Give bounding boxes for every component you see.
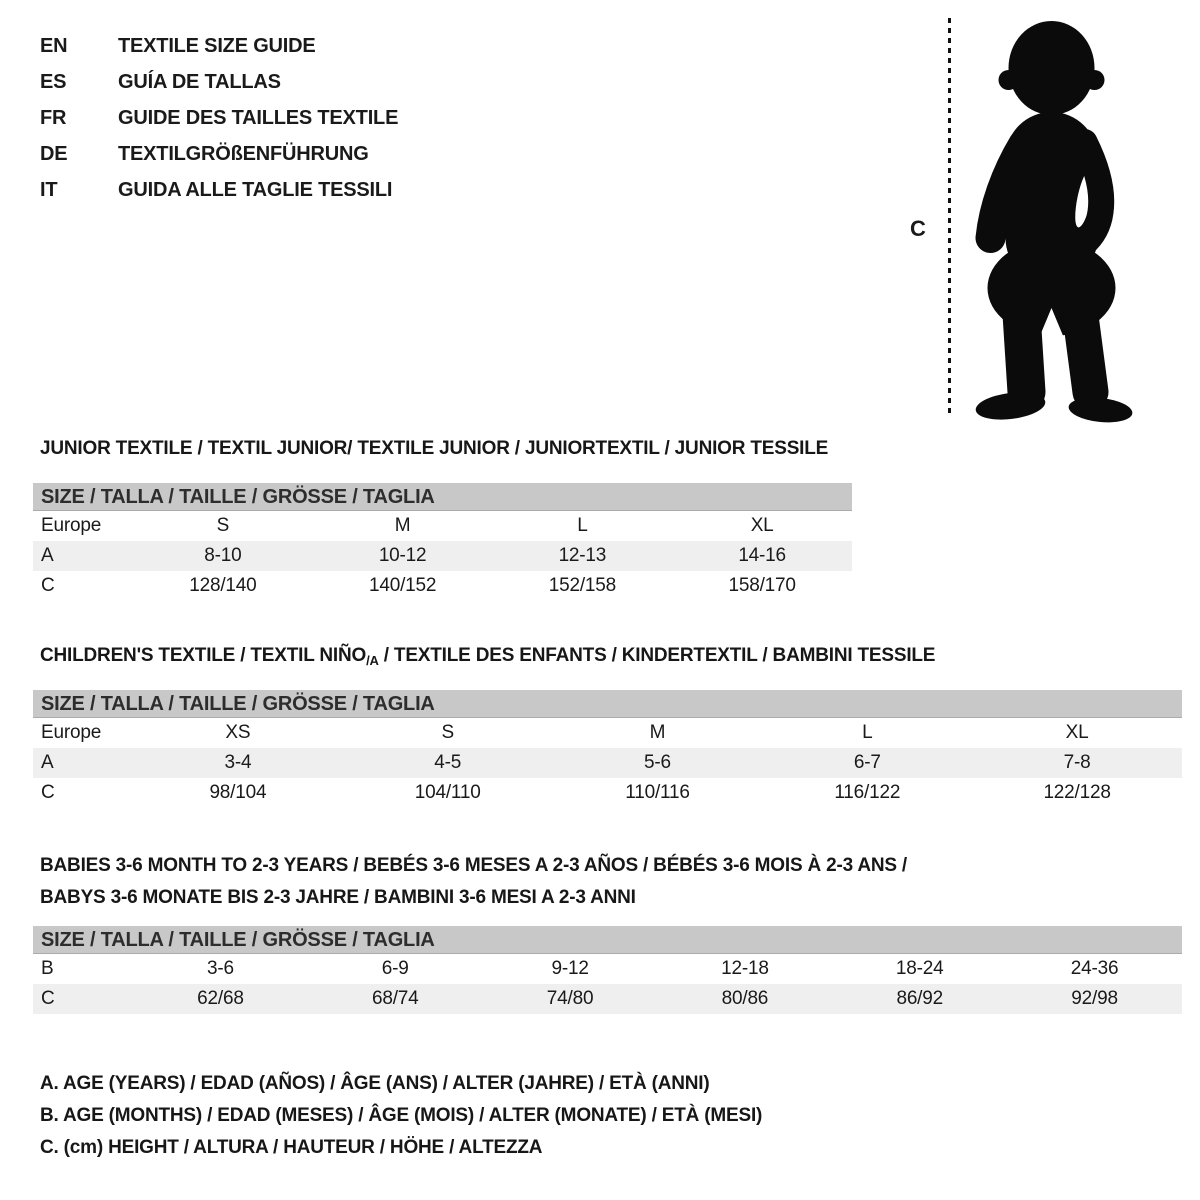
table-cell: 14-16: [738, 545, 786, 566]
table-cell: 24-36: [1070, 958, 1119, 979]
table-cell: 152/158: [548, 575, 617, 596]
height-dotted-line: [948, 18, 951, 415]
row-label: B: [41, 958, 54, 979]
table-row-height: [33, 778, 1182, 808]
row-label: Europe: [41, 515, 102, 536]
table-cell: 6-7: [853, 752, 881, 773]
table-cell: 116/122: [834, 782, 901, 803]
children-title-post: / TEXTILE DES ENFANTS / KINDERTEXTIL / BAMBINI TESSILE: [378, 645, 936, 666]
legend-line-age-months: B. AGE (MONTHS) / EDAD (MESES) / ÂGE (MOIS) / ALTER (MONATE) / ETÀ (MESI): [40, 1105, 763, 1126]
table-cell: 8-10: [204, 545, 242, 566]
row-label: Europe: [41, 722, 102, 743]
table-cell: 6-9: [381, 958, 409, 979]
table-cell: 128/140: [189, 575, 257, 596]
table-cell: L: [862, 722, 873, 743]
baby-silhouette-image: [962, 16, 1140, 426]
table-cell: XL: [750, 515, 774, 536]
table-cell: 140/152: [368, 575, 437, 596]
lang-code: ES: [40, 71, 67, 93]
height-measure-label: C: [910, 216, 926, 241]
lang-code: IT: [40, 179, 58, 201]
size-header-bar: SIZE / TALLA / TAILLE / GRÖSSE / TAGLIA: [33, 690, 1182, 718]
table-row-height: [33, 571, 852, 601]
table-cell: S: [441, 722, 454, 743]
section-title-babies: [40, 850, 907, 914]
babies-title-line-2: BABYS 3-6 MONATE BIS 2-3 JAHRE / BAMBINI 3-6 MESI A 2-3 ANNI: [40, 887, 636, 908]
lang-label: GUÍA DE TALLAS: [118, 71, 281, 93]
table-cell: 158/170: [728, 575, 796, 596]
section-title-children: [40, 645, 935, 668]
table-cell: 3-6: [206, 958, 234, 979]
table-cell: XS: [225, 722, 251, 743]
table-row-europe: [33, 718, 1182, 748]
babies-size-table: [33, 926, 1182, 1014]
lang-row-fr: [40, 100, 398, 136]
row-label: C: [41, 782, 55, 803]
table-cell: 68/74: [371, 988, 419, 1009]
lang-label: TEXTILGRÖßENFÜHRUNG: [118, 143, 369, 165]
lang-label: GUIDE DES TAILLES TEXTILE: [118, 107, 399, 129]
table-cell: M: [649, 722, 666, 743]
table-cell: 122/128: [1043, 782, 1111, 803]
lang-code: DE: [40, 143, 68, 165]
table-cell: 5-6: [644, 752, 671, 773]
lang-row-en: [40, 28, 398, 64]
lang-code: FR: [40, 107, 67, 129]
junior-size-table: [33, 483, 852, 601]
table-cell: S: [216, 515, 230, 536]
table-cell: 4-5: [434, 752, 462, 773]
table-cell: 18-24: [895, 958, 944, 979]
table-cell: 86/92: [896, 988, 943, 1009]
legend: [40, 1068, 762, 1164]
children-title-pre: CHILDREN'S TEXTILE / TEXTIL NIÑO: [40, 645, 367, 666]
height-measure-figure: [905, 12, 1150, 427]
lang-code: EN: [40, 35, 68, 57]
lang-label: GUIDA ALLE TAGLIE TESSILI: [118, 179, 393, 201]
table-row-height: [33, 984, 1182, 1014]
legend-line-height: C. (cm) HEIGHT / ALTURA / HAUTEUR / HÖHE / ALTEZZA: [40, 1137, 543, 1158]
children-title-sub: /A: [366, 653, 379, 668]
table-cell: 12-18: [721, 958, 769, 979]
table-row-age-months: [33, 954, 1182, 984]
table-cell: 62/68: [197, 988, 244, 1009]
table-cell: L: [577, 515, 588, 536]
table-cell: 80/86: [721, 988, 769, 1009]
table-cell: 12-13: [558, 545, 607, 566]
lang-row-es: [40, 64, 398, 100]
table-cell: 3-4: [224, 752, 252, 773]
row-label: A: [41, 752, 54, 773]
table-cell: XL: [1065, 722, 1089, 743]
table-cell: 104/110: [414, 782, 481, 803]
table-cell: 92/98: [1071, 988, 1118, 1009]
table-cell: 74/80: [546, 988, 594, 1009]
table-row-europe: [33, 511, 852, 541]
lang-row-it: [40, 172, 398, 208]
table-cell: 9-12: [551, 958, 589, 979]
size-header-bar: SIZE / TALLA / TAILLE / GRÖSSE / TAGLIA: [33, 926, 1182, 954]
lang-label: TEXTILE SIZE GUIDE: [118, 35, 316, 57]
table-cell: 98/104: [209, 782, 267, 803]
table-cell: 7-8: [1063, 752, 1091, 773]
row-label: A: [41, 545, 54, 566]
table-cell: M: [394, 515, 411, 536]
table-row-age-years: [33, 748, 1182, 778]
children-size-table: [33, 690, 1182, 808]
table-row-age-years: [33, 541, 852, 571]
babies-title-line-1: BABIES 3-6 MONTH TO 2-3 YEARS / BEBÉS 3-6 MESES A 2-3 AÑOS / BÉBÉS 3-6 MOIS À 2-3 ANS /: [40, 855, 908, 876]
row-label: C: [41, 575, 55, 596]
table-cell: 110/116: [625, 782, 690, 803]
language-header: [40, 28, 398, 208]
legend-line-age-years: A. AGE (YEARS) / EDAD (AÑOS) / ÂGE (ANS) / ALTER (JAHRE) / ETÀ (ANNI): [40, 1073, 710, 1094]
table-cell: 10-12: [378, 545, 427, 566]
lang-row-de: [40, 136, 398, 172]
size-header-bar: SIZE / TALLA / TAILLE / GRÖSSE / TAGLIA: [33, 483, 852, 511]
row-label: C: [41, 988, 55, 1009]
section-title-junior: JUNIOR TEXTILE / TEXTIL JUNIOR/ TEXTILE JUNIOR / JUNIORTEXTIL / JUNIOR TESSILE: [40, 438, 829, 459]
